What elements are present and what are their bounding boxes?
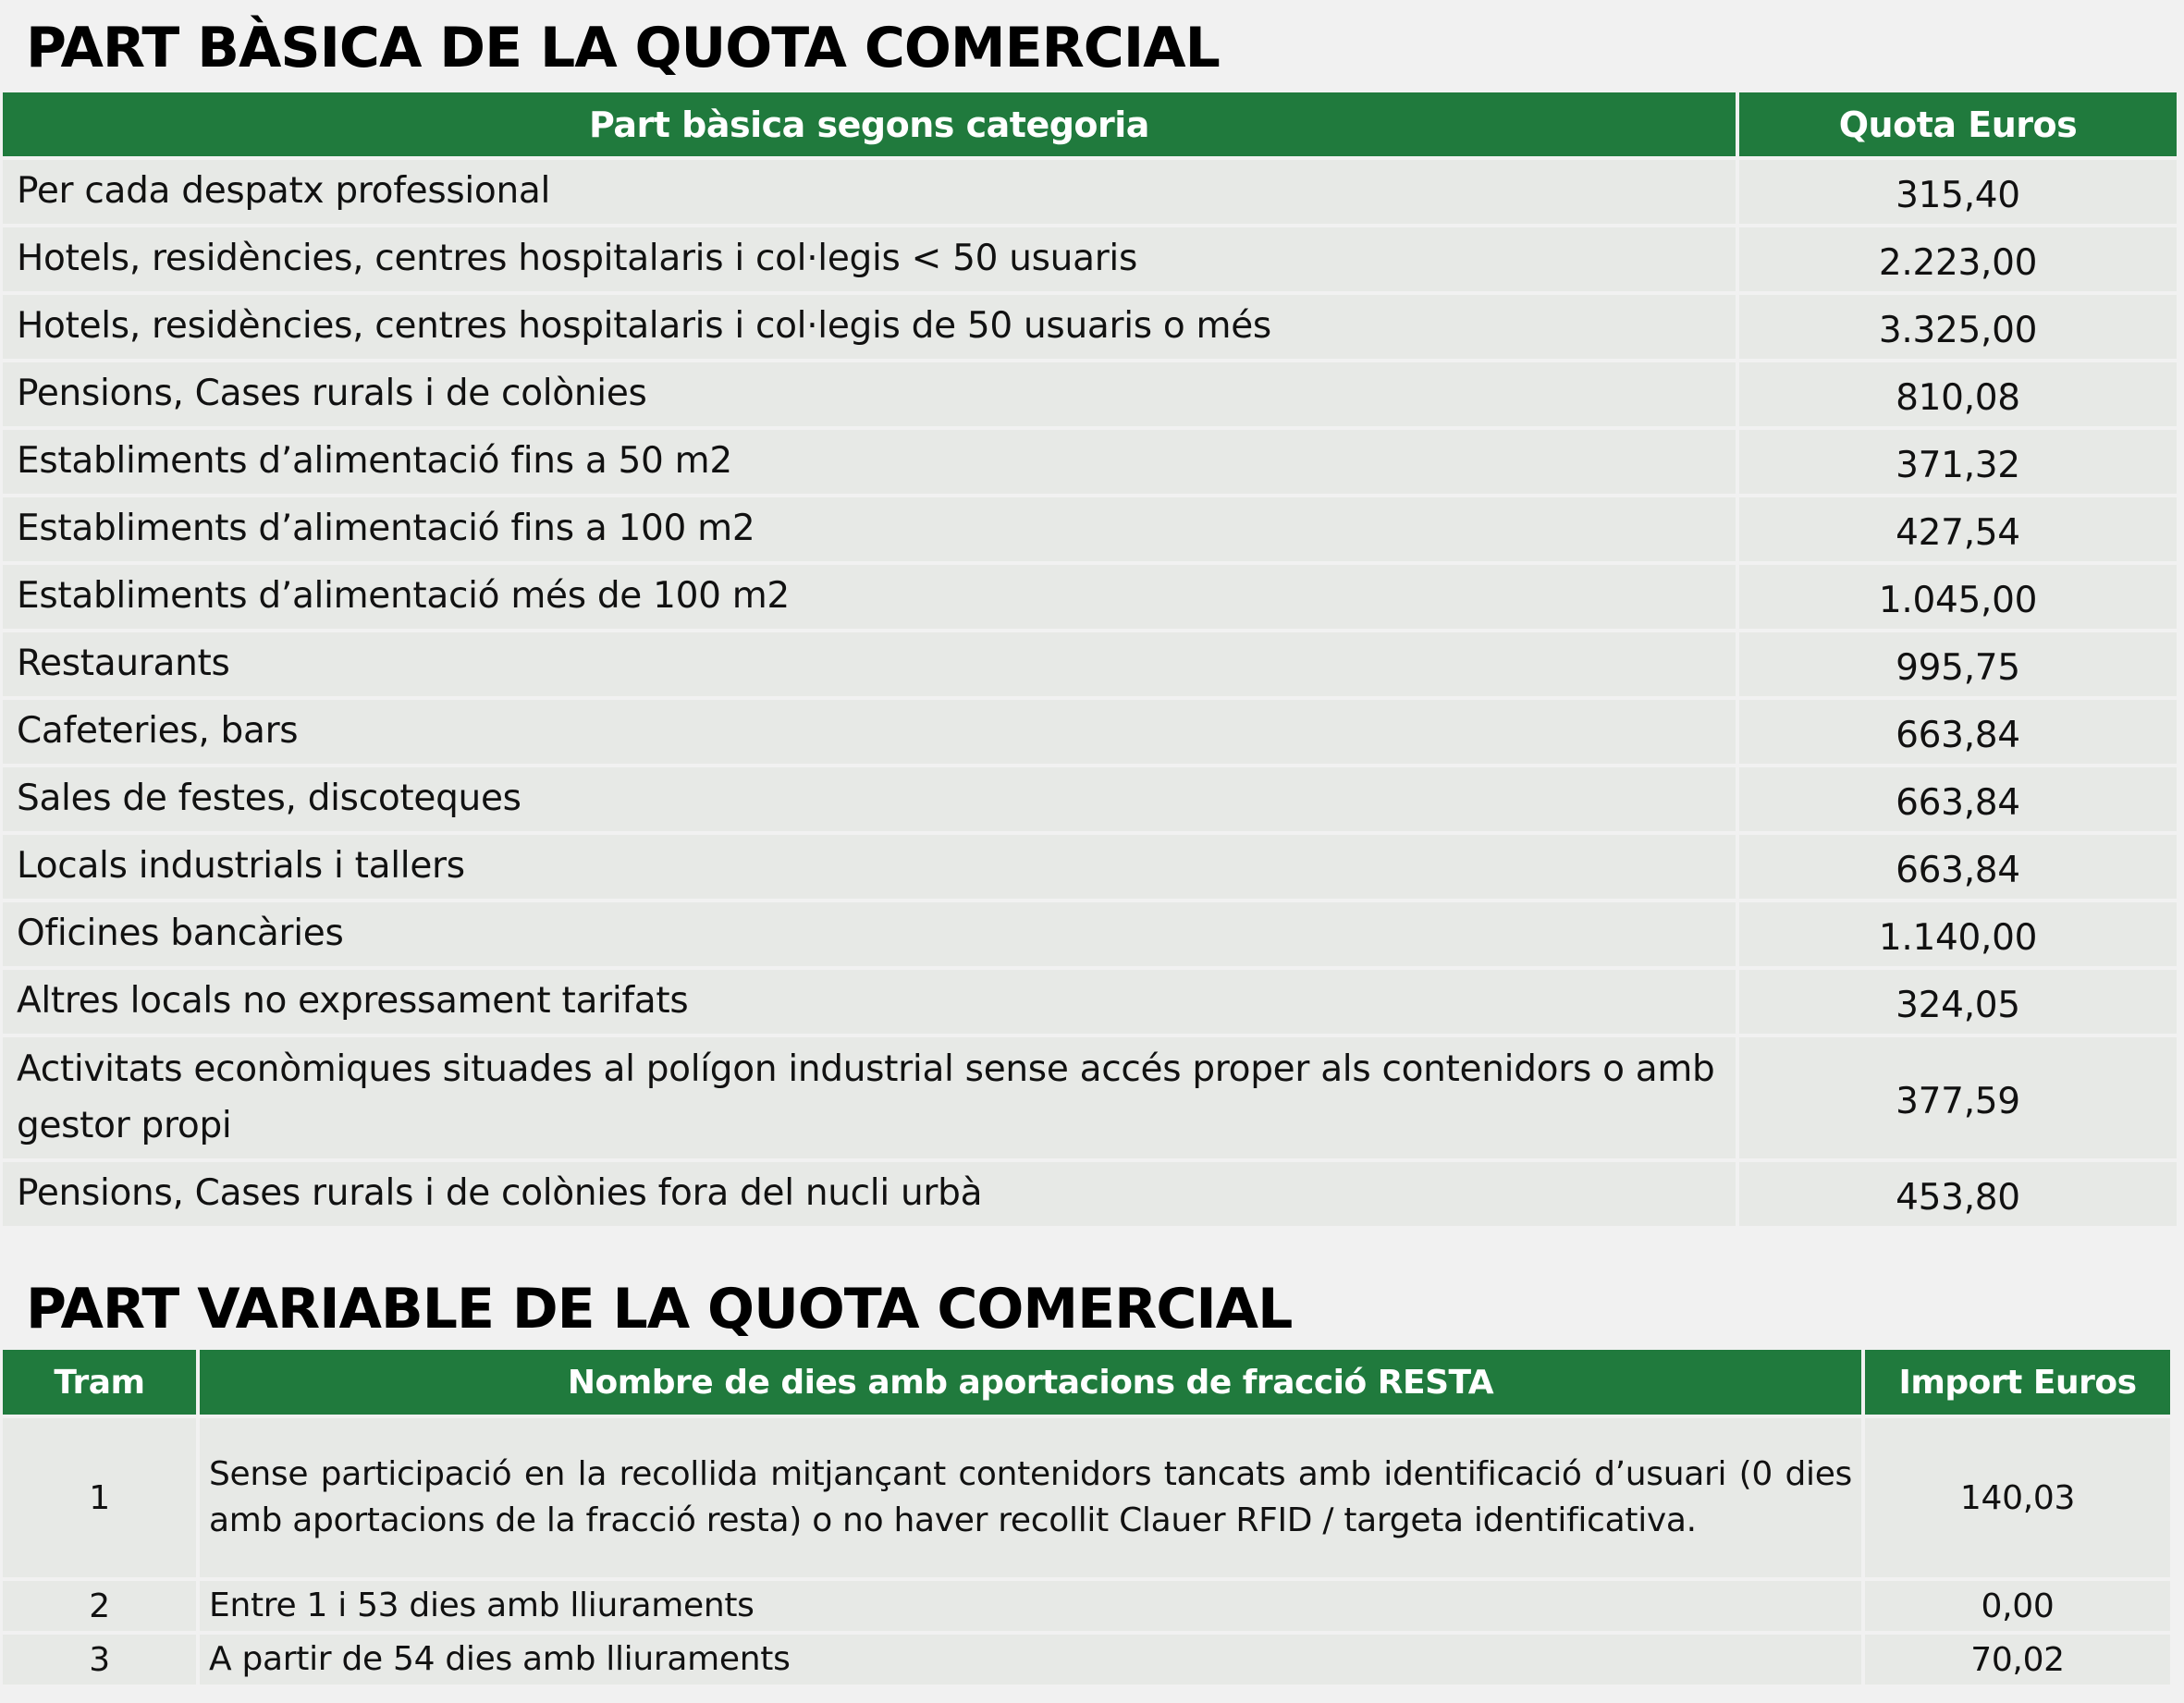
table-row: [3, 1635, 2170, 1685]
category-cell: Establiments d’alimentació fins a 50 m2: [3, 430, 1736, 494]
description-cell: Entre 1 i 53 dies amb lliuraments: [200, 1581, 1861, 1631]
amount-cell: 2.223,00: [1739, 227, 2177, 291]
basic-header-category: Part bàsica segons categoria: [3, 92, 1736, 156]
basic-quota-table: [0, 89, 2180, 1230]
table-row: [3, 1162, 2177, 1226]
variable-quota-table: [0, 1346, 2174, 1688]
table-row: [3, 970, 2177, 1034]
category-cell: Per cada despatx professional: [3, 160, 1736, 224]
category-cell: Pensions, Cases rurals i de colònies fora del nucli urbà: [3, 1162, 1736, 1226]
table-row: [3, 430, 2177, 494]
tram-cell: 3: [3, 1635, 196, 1685]
amount-cell: 3.325,00: [1739, 295, 2177, 359]
category-cell: Hotels, residències, centres hospitalaris i col·legis < 50 usuaris: [3, 227, 1736, 291]
description-cell: Sense participació en la recollida mitjançant contenidors tancats amb identificació d’usuari (0 dies amb aportacions de la fracció resta) o no haver recollit Clauer RFID / targeta identificativa.: [200, 1418, 1861, 1577]
table-row: [3, 227, 2177, 291]
amount-cell: 663,84: [1739, 700, 2177, 764]
variable-header-row: [3, 1350, 2170, 1415]
table-row: [3, 1581, 2170, 1631]
variable-section-title: PART VARIABLE DE LA QUOTA COMERCIAL: [26, 1277, 1293, 1342]
category-cell: Oficines bancàries: [3, 902, 1736, 966]
category-cell: Sales de festes, discoteques: [3, 767, 1736, 831]
table-row: [3, 295, 2177, 359]
table-row: [3, 767, 2177, 831]
amount-cell: 810,08: [1739, 362, 2177, 426]
table-row: [3, 160, 2177, 224]
table-row: [3, 1037, 2177, 1158]
category-cell: Cafeteries, bars: [3, 700, 1736, 764]
amount-cell: 371,32: [1739, 430, 2177, 494]
category-cell: Pensions, Cases rurals i de colònies: [3, 362, 1736, 426]
category-cell: Altres locals no expressament tarifats: [3, 970, 1736, 1034]
amount-cell: 663,84: [1739, 767, 2177, 831]
amount-cell: 315,40: [1739, 160, 2177, 224]
amount-cell: 0,00: [1865, 1581, 2170, 1631]
amount-cell: 663,84: [1739, 835, 2177, 899]
basic-header-row: [3, 92, 2177, 156]
basic-section-title: PART BÀSICA DE LA QUOTA COMERCIAL: [26, 16, 1220, 80]
amount-cell: 1.140,00: [1739, 902, 2177, 966]
table-row: [3, 497, 2177, 561]
category-cell: Establiments d’alimentació més de 100 m2: [3, 565, 1736, 629]
variable-header-description: Nombre de dies amb aportacions de fracció RESTA: [200, 1350, 1861, 1415]
table-row: [3, 362, 2177, 426]
amount-cell: 995,75: [1739, 632, 2177, 696]
table-row: [3, 902, 2177, 966]
basic-table-wrapper: [3, 92, 2177, 1226]
amount-cell: 453,80: [1739, 1162, 2177, 1226]
table-row: [3, 632, 2177, 696]
table-row: [3, 835, 2177, 899]
table-row: [3, 700, 2177, 764]
category-cell: Activitats econòmiques situades al polígon industrial sense accés proper als contenidors o amb gestor propi: [3, 1037, 1736, 1158]
amount-cell: 427,54: [1739, 497, 2177, 561]
category-cell: Establiments d’alimentació fins a 100 m2: [3, 497, 1736, 561]
tram-cell: 1: [3, 1418, 196, 1577]
table-row: [3, 1418, 2170, 1577]
amount-cell: 140,03: [1865, 1418, 2170, 1577]
table-row: [3, 565, 2177, 629]
description-cell: A partir de 54 dies amb lliuraments: [200, 1635, 1861, 1685]
variable-header-tram: Tram: [3, 1350, 196, 1415]
amount-cell: 70,02: [1865, 1635, 2170, 1685]
category-cell: Locals industrials i tallers: [3, 835, 1736, 899]
variable-table-wrapper: [3, 1350, 2170, 1685]
category-cell: Hotels, residències, centres hospitalaris i col·legis de 50 usuaris o més: [3, 295, 1736, 359]
category-cell: Restaurants: [3, 632, 1736, 696]
amount-cell: 377,59: [1739, 1037, 2177, 1158]
amount-cell: 324,05: [1739, 970, 2177, 1034]
basic-header-amount: Quota Euros: [1739, 92, 2177, 156]
tram-cell: 2: [3, 1581, 196, 1631]
variable-header-amount: Import Euros: [1865, 1350, 2170, 1415]
amount-cell: 1.045,00: [1739, 565, 2177, 629]
